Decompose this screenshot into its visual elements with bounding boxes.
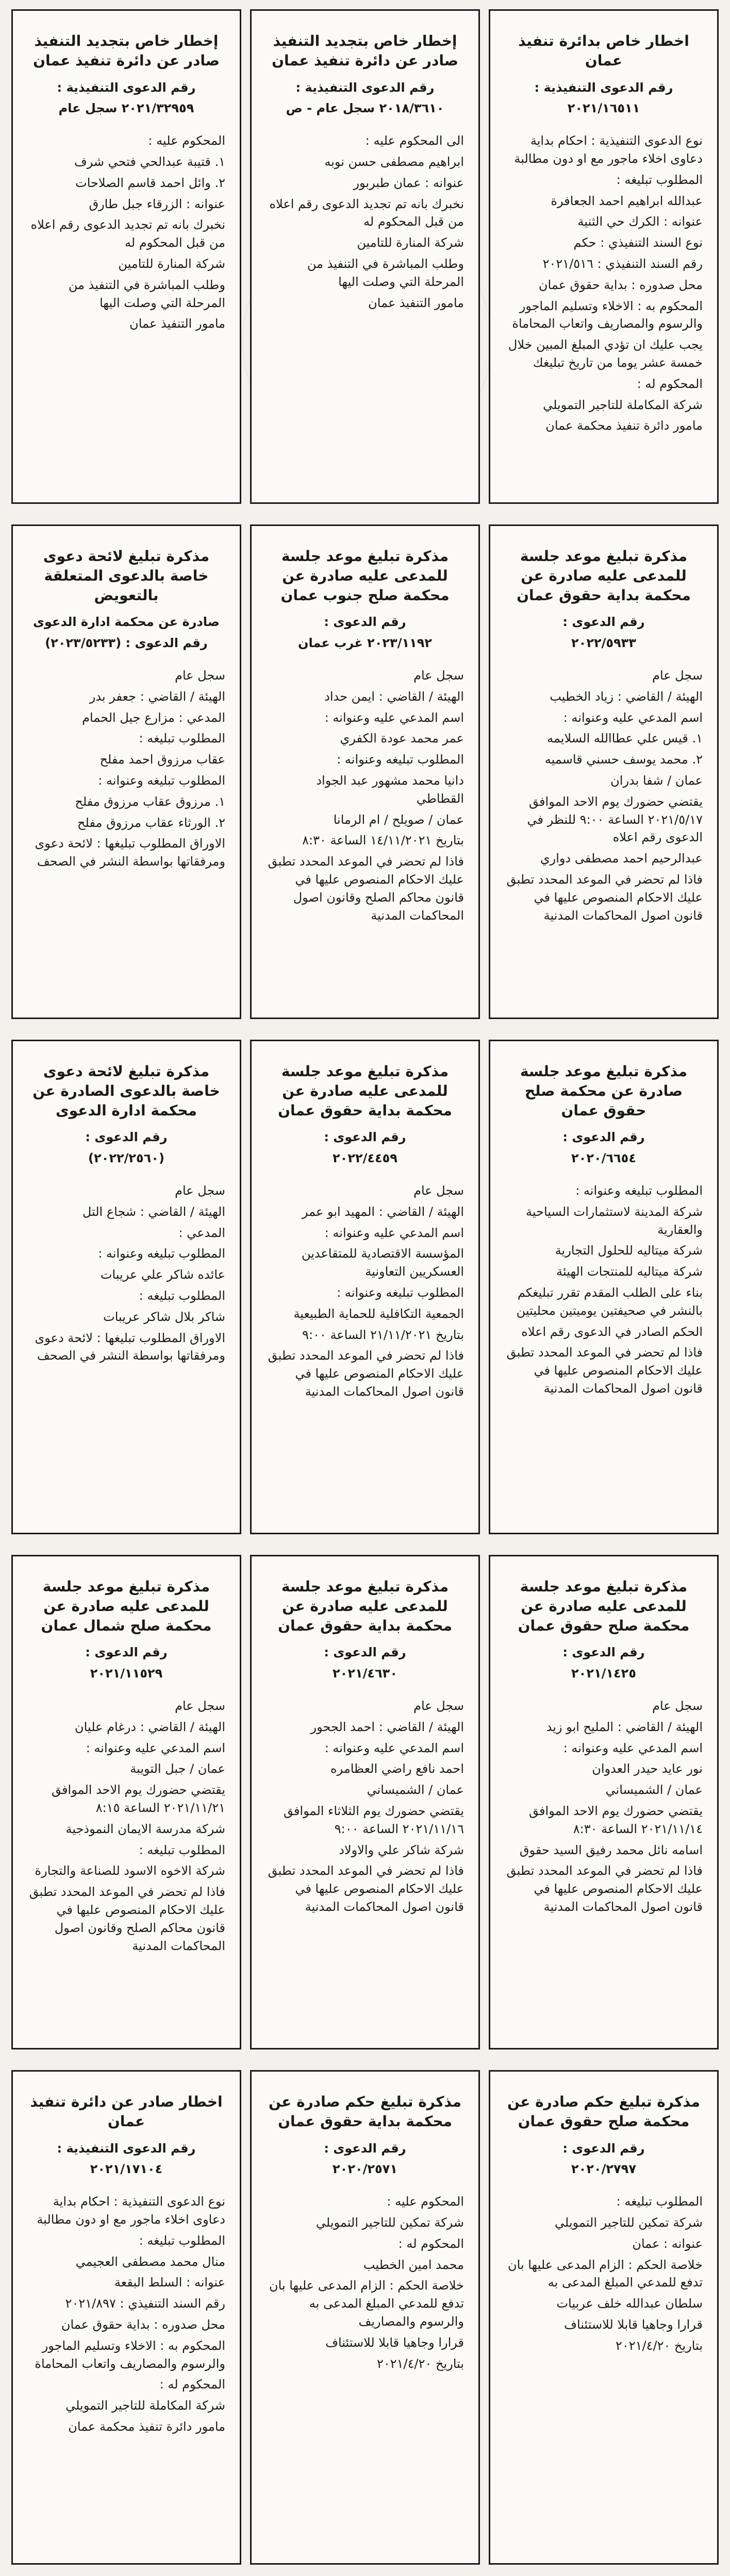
notice-line: مامور دائرة تنفيذ محكمة عمان (545, 418, 703, 433)
notice-line: ١. قيس علي عطاالله السلايمه (547, 731, 703, 746)
notice-title: مذكرة تبليغ موعد جلسة للمدعى عليه صادرة عن محكمة بداية حقوق عمان (278, 1063, 452, 1119)
notice-line: شركة شاكر علي والاولاد (339, 1842, 464, 1857)
notice-line: اسم المدعي عليه وعنوانه : (324, 710, 464, 725)
notice-line: المطلوب تبليغه : (616, 172, 703, 187)
notice-line: قرارا وجاهيا قابلا للاستئناف (564, 2317, 703, 2332)
notice-line: الجمعية التكافلية للحماية الطبيعية (293, 1306, 464, 1321)
legal-notice (489, 9, 719, 504)
notice-line: المحكوم له : (637, 376, 703, 391)
notice-line: شركة تمكين للتاجير التمويلي (316, 2215, 464, 2230)
notice-line: يجب عليك ان تؤدي المبلغ المبين خلال خمسة عشر يوما من تاريخ تبليغك (508, 337, 703, 370)
case-number: (٢٠٢٢/٢٥٦٠) (88, 1151, 164, 1166)
notice-line: المطلوب تبليغه وعنوانه : (337, 1285, 464, 1300)
notice-line: اسامه نائل محمد رفيق السيد حقوق (519, 1842, 703, 1857)
notice-line: شاكر بلال شاكر عريبات (103, 1309, 225, 1324)
notices-grid (11, 9, 719, 2576)
case-label: رقم الدعوى : (324, 615, 406, 630)
spacer (505, 1686, 703, 1694)
case-label: رقم الدعوى : (562, 2141, 645, 2156)
case-label: رقم الدعوى : (324, 1130, 406, 1145)
notice-line: شركة ميتاليه للحلول التجارية (555, 1243, 703, 1258)
notice-line: ١. قتيبة عبدالحي فتحي شرف (74, 154, 225, 169)
notice-line: الهيئة / القاضي : المهيد ابو عمر (302, 1204, 464, 1219)
case-label: رقم الدعوى : (324, 2141, 406, 2156)
spacer (505, 2181, 703, 2190)
case-label: رقم الدعوى التنفيذية : (534, 80, 673, 95)
notice-line: سجل عام (175, 1698, 225, 1713)
notice-line: نوع الدعوى التنفيذية : احكام بداية دعاوى اخلاء ماجور مع او دون مطالبة (514, 133, 703, 166)
spacer (505, 1171, 703, 1179)
legal-notice (11, 9, 241, 504)
spacer (266, 1686, 464, 1694)
notice-title: اخطار صادر عن دائرة تنفيذ عمان (30, 2093, 223, 2130)
case-label: رقم الدعوى التنفيذية : (295, 80, 435, 95)
notice-line: سجل عام (652, 668, 703, 683)
spacer (266, 655, 464, 664)
notice-line: يقتضي حضورك يوم الاحد الموافق ٢٠٢١/١١/١٤ الساعة ٨:٣٠ (529, 1803, 703, 1836)
notice-line: محل صدوره : بداية حقوق عمان (538, 277, 703, 292)
notice-line: نوع الدعوى التنفيذية : احكام بداية دعاوى اخلاء ماجور مع او دون مطالبة (37, 2194, 225, 2227)
case-number: ٢٠٢١/١٤٢٥ (571, 1666, 636, 1681)
notice-line: المطلوب تبليغه : (139, 2233, 225, 2248)
notice-line: سجل عام (175, 668, 225, 683)
notice-line: ٢. محمد يوسف حسني قاسميه (544, 752, 703, 767)
notice-line: المطلوب تبليغه : (616, 2194, 703, 2209)
notice-line: مامور التنفيذ عمان (368, 295, 464, 310)
notice-line: نخبرك بانه تم تجديد الدعوى رقم اعلاه من قبل المحكوم له (269, 196, 464, 229)
case-label: رقم الدعوى : (562, 615, 645, 630)
notice-line: عائده شاكر علي عريبات (100, 1267, 225, 1282)
case-label: رقم الدعوى : (85, 1645, 168, 1660)
notice-line: المطلوب تبليغه وعنوانه : (98, 773, 225, 788)
notice-title: مذكرة تبليغ موعد جلسة صادرة عن محكمة صلح حقوق عمان (520, 1063, 688, 1119)
notice-line: المطلوب تبليغه : (139, 1288, 225, 1303)
case-label: رقم الدعوى التنفيذية : (57, 80, 196, 95)
notice-line: الهيئة / القاضي : المليح ابو زيد (546, 1719, 703, 1734)
notice-line: المطلوب تبليغه : (139, 731, 225, 746)
notice-line: شركة المنارة للتامين (118, 256, 225, 271)
notice-title: مذكرة تبليغ موعد جلسة للمدعى عليه صادرة عن محكمة بداية حقوق عمان (517, 548, 691, 604)
notice-line: فاذا لم تحضر في الموعد المحدد تطبق عليك الاحكام المنصوص عليها في قانون محاكم الصلح وقانون اصول المحاكمات المدنية (29, 1885, 225, 1953)
notice-line: شركة ميتاليه للمنتجات الهيئة (556, 1264, 703, 1279)
notice-line: ١. مرزوق عقاب مرزوق مفلح (75, 794, 225, 809)
notice-line: المطلوب تبليغه : (139, 1842, 225, 1857)
legal-notice (250, 1555, 480, 2049)
notice-line: بتاريخ ٢٠٢١/٤/٢٠ (376, 2356, 464, 2371)
notice-line: سجل عام (413, 1183, 464, 1198)
notice-title: إخطار خاص بتجديد التنفيذ صادر عن دائرة تنفيذ عمان (272, 32, 458, 69)
notice-line: شركة المدينة لاستثمارات السياحية والعقارية (526, 1204, 703, 1237)
notice-line: المؤسسة الاقتصادية للمتقاعدين العسكريين التعاونية (301, 1246, 464, 1279)
legal-notice (250, 524, 480, 1019)
notice-line: عمان / جبل التويبة (130, 1761, 225, 1776)
notice-line: المدعي : (178, 1225, 225, 1240)
notice-line: الحكم الصادر في الدعوى رقم اعلاه (521, 1324, 703, 1339)
legal-notice (11, 2070, 241, 2565)
notice-line: فاذا لم تحضر في الموعد المحدد تطبق عليك الاحكام المنصوص عليها في قانون اصول المحاكمات المدنية (268, 1348, 464, 1399)
legal-notice (250, 1040, 480, 1534)
legal-notice (250, 9, 480, 504)
notice-line: يقتضي حضورك يوم الثلاثاء الموافق ٢٠٢١/١١/١٦ الساعة ٩:٠٠ (284, 1803, 464, 1836)
case-number: ٢٠٢٢/٥٩٣٣ (571, 636, 636, 651)
notice-line: الهيئة / القاضي : شجاع التل (82, 1204, 225, 1219)
notice-line: المطلوب تبليغه وعنوانه : (337, 752, 464, 767)
notice-line: عقاب مرزوق احمد مفلح (99, 752, 225, 767)
notice-line: عنوانه : عمان (632, 2236, 703, 2251)
notice-line: سجل عام (413, 668, 464, 683)
case-number: ٢٠٢٠/٦٦٥٤ (571, 1151, 636, 1166)
spacer (27, 1171, 225, 1179)
notice-line: المحكوم به : الاخلاء وتسليم الماجور والرسوم والمصاريف واتعاب المحاماة (35, 2338, 225, 2371)
notice-line: الهيئة / القاضي : احمد الجحور (310, 1719, 464, 1734)
notice-title: اخطار خاص بدائرة تنفيذ عمان (518, 32, 689, 69)
notice-line: اسم المدعي عليه وعنوانه : (86, 1740, 225, 1755)
notice-line: سلطان عبدالله خلف عربيات (556, 2296, 703, 2311)
notice-title: مذكرة تبليغ موعد جلسة للمدعى عليه صادرة عن محكمة بداية حقوق عمان (278, 1578, 452, 1634)
case-number: ٢٠١٨/٣٦١٠ سجل عام - ص (286, 101, 444, 116)
case-number: ٢٠٢٢/٤٤٥٩ (333, 1151, 397, 1166)
notice-title: مذكرة تبليغ موعد جلسة للمدعى عليه صادرة عن محكمة صلح حقوق عمان (518, 1578, 690, 1634)
case-number: ٢٠٢٠/٢٧٩٧ (571, 2162, 636, 2177)
notice-line: ابراهيم مصطفى حسن نوبه (324, 154, 464, 169)
notice-title: مذكرة تبليغ موعد جلسة للمدعى عليه صادرة عن محكمة صلح شمال عمان (41, 1578, 212, 1634)
notice-line: منال محمد مصطفى العجيمي (75, 2254, 225, 2269)
notice-line: المحكوم له : (398, 2236, 464, 2251)
notice-line: سجل عام (413, 1698, 464, 1713)
notice-line: الى المحكوم عليه : (365, 133, 464, 148)
notice-line: شركة المكاملة للتاجير التمويلي (543, 397, 703, 412)
notice-line: شركة الاخوه الاسود للصناعة والتجارة (35, 1863, 225, 1878)
notice-line: الهيئة / القاضي : درغام عليان (75, 1719, 225, 1734)
notice-line: فاذا لم تحضر في الموعد المحدد تطبق عليك الاحكام المنصوص عليها في قانون اصول المحاكمات المدنية (506, 1345, 703, 1396)
spacer (505, 121, 703, 129)
legal-notice (250, 2070, 480, 2565)
notice-line: رقم السند التنفيذي : ٢٠٢١/٥١٦ (542, 256, 703, 271)
spacer (27, 2181, 225, 2190)
notice-line: سجل عام (652, 1698, 703, 1713)
notice-line: خلاصة الحكم : الزام المدعى عليها بان تدفع للمدعي المبلغ المدعى به والرسوم والمصاريف (269, 2278, 464, 2329)
case-label: رقم الدعوى : (85, 1130, 168, 1145)
notice-line: نور عايد حيدر العدوان (592, 1761, 703, 1776)
notice-line: رقم السند التنفيذي : ٢٠٢١/٨٩٧ (65, 2296, 225, 2311)
notice-line: شركة المنارة للتامين (357, 235, 464, 250)
notice-line: ٢. وائل احمد قاسم الصلاحات (75, 175, 225, 190)
notice-title: إخطار خاص بتجديد التنفيذ صادر عن دائرة تنفيذ عمان (33, 32, 220, 69)
notice-line: المحكوم عليه : (387, 2194, 464, 2209)
case-number: ٢٠٢١/١١٥٢٩ (90, 1666, 163, 1681)
notice-line: عمان / صويلح / ام الرمانا (333, 812, 464, 827)
legal-notice (489, 1555, 719, 2049)
notice-line: الهيئة / القاضي : ايمن حداد (324, 689, 464, 704)
notice-line: عمان / الشميساني (605, 1783, 703, 1798)
notice-title: مذكرة تبليغ لائحة دعوى خاصة بالدعوى الصادرة عن محكمة ادارة الدعوى (32, 1063, 220, 1119)
notice-line: المدعي : مزارع جيل الحمام (82, 710, 225, 725)
notice-line: الاوراق المطلوب تبليغها : لائحة دعوى ومرفقاتها بواسطة النشر في الصحف (35, 1330, 225, 1363)
notice-title: مذكرة تبليغ حكم صادرة عن محكمة بداية حقوق عمان (269, 2093, 461, 2130)
notice-line: عمان / الشميساني (367, 1783, 464, 1798)
notice-line: فاذا لم تحضر في الموعد المحدد تطبق عليك الاحكام المنصوص عليها في قانون اصول المحاكمات المدنية (506, 872, 703, 923)
case-label: رقم الدعوى : (562, 1645, 645, 1660)
spacer (27, 655, 225, 664)
case-number: رقم الدعوى : (٢٠٢٣/٥٢٣٣) (45, 636, 208, 651)
notice-line: وطلب المباشرة في التنفيذ من المرحلة التي وصلت اليها (307, 256, 464, 289)
notice-title: مذكرة تبليغ لائحة دعوى خاصة بالدعوى المتعلقة بالتعويض (43, 548, 210, 604)
notice-title: مذكرة تبليغ موعد جلسة للمدعى عليه صادرة عن محكمة صلح جنوب عمان (280, 548, 450, 604)
case-number: ٢٠٢١/٣٢٩٥٩ سجل عام (58, 101, 194, 116)
legal-notice (489, 2070, 719, 2565)
notice-line: مامور التنفيذ عمان (129, 316, 225, 331)
notice-line: المحكوم له : (159, 2377, 225, 2392)
notice-line: بناء على الطلب المقدم تقرر تبليغكم بالنشر في صحيفتين يوميتين محليتين (516, 1285, 703, 1318)
notice-line: فاذا لم تحضر في الموعد المحدد تطبق عليك الاحكام المنصوص عليها في قانون محاكم الصلح وقانون اصول المحاكمات المدنية (268, 854, 464, 923)
notice-line: ٢. الورثاء عقاب مرزوق مفلح (77, 815, 225, 830)
notice-line: مامور دائرة تنفيذ محكمة عمان (68, 2419, 225, 2434)
notice-line: يقتضي حضورك يوم الاحد الموافق ٢٠٢١/٥/١٧ الساعة ٩:٠٠ للنظر في الدعوى رقم اعلاه (527, 794, 703, 845)
notice-line: المحكوم عليه : (148, 133, 225, 148)
case-number: ٢٠٢١/٤٦٣٠ (333, 1666, 397, 1681)
notice-line: شركة تمكين للتاجير التمويلي (554, 2215, 703, 2230)
spacer (266, 1171, 464, 1179)
spacer (27, 121, 225, 129)
notice-line: بتاريخ ٢٠٢١/٤/٢٠ (615, 2338, 703, 2353)
notice-line: الهيئة / القاضي : جعفر بدر (89, 689, 225, 704)
notice-line: عمان / شفا بدران (610, 773, 703, 788)
notice-line: قرارا وجاهيا قابلا للاستئناف (325, 2335, 464, 2350)
case-number: ٢٠٢١/١٦٥١١ (567, 101, 640, 116)
notice-line: عنوانه : الكرك حي الثنية (577, 214, 703, 229)
spacer (266, 2181, 464, 2190)
legal-notice (11, 1040, 241, 1534)
notice-line: عمر محمد عودة الكفري (340, 731, 464, 746)
spacer (505, 655, 703, 664)
notice-line: نوع السند التنفيذي : حكم (573, 235, 703, 250)
notice-title: مذكرة تبليغ حكم صادرة عن محكمة صلح حقوق عمان (507, 2093, 700, 2130)
notice-line: المطلوب تبليغه وعنوانه : (575, 1183, 703, 1198)
notice-line: خلاصة الحكم : الزام المدعى عليها بان تدفع للمدعي المبلغ المدعى به (508, 2257, 703, 2290)
notice-line: فاذا لم تحضر في الموعد المحدد تطبق عليك الاحكام المنصوص عليها في قانون اصول المحاكمات المدنية (268, 1863, 464, 1914)
notice-line: عنوانه : الزرقاء جبل طارق (89, 196, 225, 211)
case-number: ٢٠٢٣/١١٩٢ غرب عمان (297, 636, 433, 651)
legal-notice (489, 1040, 719, 1534)
notice-line: شركة مدرسة الايمان النموذجية (65, 1821, 225, 1836)
notice-line: احمد نافع راضي العظامره (330, 1761, 464, 1776)
notice-line: وطلب المباشرة في التنفيذ من المرحلة التي وصلت اليها (68, 277, 225, 310)
notice-line: الهيئة / القاضي : زياد الخطيب (550, 689, 703, 704)
notice-line: اسم المدعي عليه وعنوانه : (324, 1740, 464, 1755)
case-number: ٢٠٢١/١٧١٠٤ (90, 2162, 163, 2177)
case-label: رقم الدعوى التنفيذية : (57, 2141, 196, 2156)
spacer (266, 121, 464, 129)
case-label: رقم الدعوى : (562, 1130, 645, 1145)
notice-line: نخبرك بانه تم تجديد الدعوى رقم اعلاه من قبل المحكوم له (30, 217, 225, 250)
notice-line: المطلوب تبليغه وعنوانه : (98, 1246, 225, 1261)
case-label: صادرة عن محكمة ادارة الدعوى (33, 615, 220, 630)
notice-line: دانيا محمد مشهور عبد الجواد القطاطي (316, 773, 464, 806)
notice-line: عنوانه : السلط البقعة (114, 2275, 225, 2290)
notice-line: عنوانه : عمان طبربور (353, 175, 464, 190)
case-label: رقم الدعوى : (324, 1645, 406, 1660)
case-number: ٢٠٢٠/٢٥٧١ (333, 2162, 397, 2177)
notice-line: بتاريخ ٢١/١١/٢٠٢١ الساعة ٩:٠٠ (302, 1327, 464, 1342)
legal-notice (11, 524, 241, 1019)
notice-line: فاذا لم تحضر في الموعد المحدد تطبق عليك الاحكام المنصوص عليها في قانون اصول المحاكمات المدنية (506, 1863, 703, 1914)
notice-line: اسم المدعي عليه وعنوانه : (563, 1740, 703, 1755)
notice-line: عبدالرحيم احمد مصطفى دواري (540, 851, 703, 866)
notice-line: عبدالله ابراهيم احمد الجعافرة (551, 193, 703, 208)
notice-line: شركة المكاملة للتاجير التمويلي (65, 2398, 225, 2413)
notice-line: يقتضي حضورك يوم الاحد الموافق ٢٠٢١/١١/٢١ الساعة ٨:١٥ (52, 1783, 225, 1815)
notice-line: اسم المدعي عليه وعنوانه : (563, 710, 703, 725)
legal-notice (489, 524, 719, 1019)
notice-line: الاوراق المطلوب تبليغها : لائحة دعوى ومرفقاتها بواسطة النشر في الصحف (35, 836, 225, 869)
notice-line: اسم المدعي عليه وعنوانه : (324, 1225, 464, 1240)
notice-line: بتاريخ ١٤/١١/٢٠٢١ الساعة ٨:٣٠ (302, 833, 464, 848)
spacer (27, 1686, 225, 1694)
notice-line: المحكوم به : الاخلاء وتسليم الماجور والرسوم والمصاريف واتعاب المحاماة (512, 298, 703, 331)
legal-notice (11, 1555, 241, 2049)
notice-line: محل صدوره : بداية حقوق عمان (61, 2317, 225, 2332)
notice-line: محمد امين الخطيب (363, 2257, 464, 2272)
notice-line: سجل عام (175, 1183, 225, 1198)
